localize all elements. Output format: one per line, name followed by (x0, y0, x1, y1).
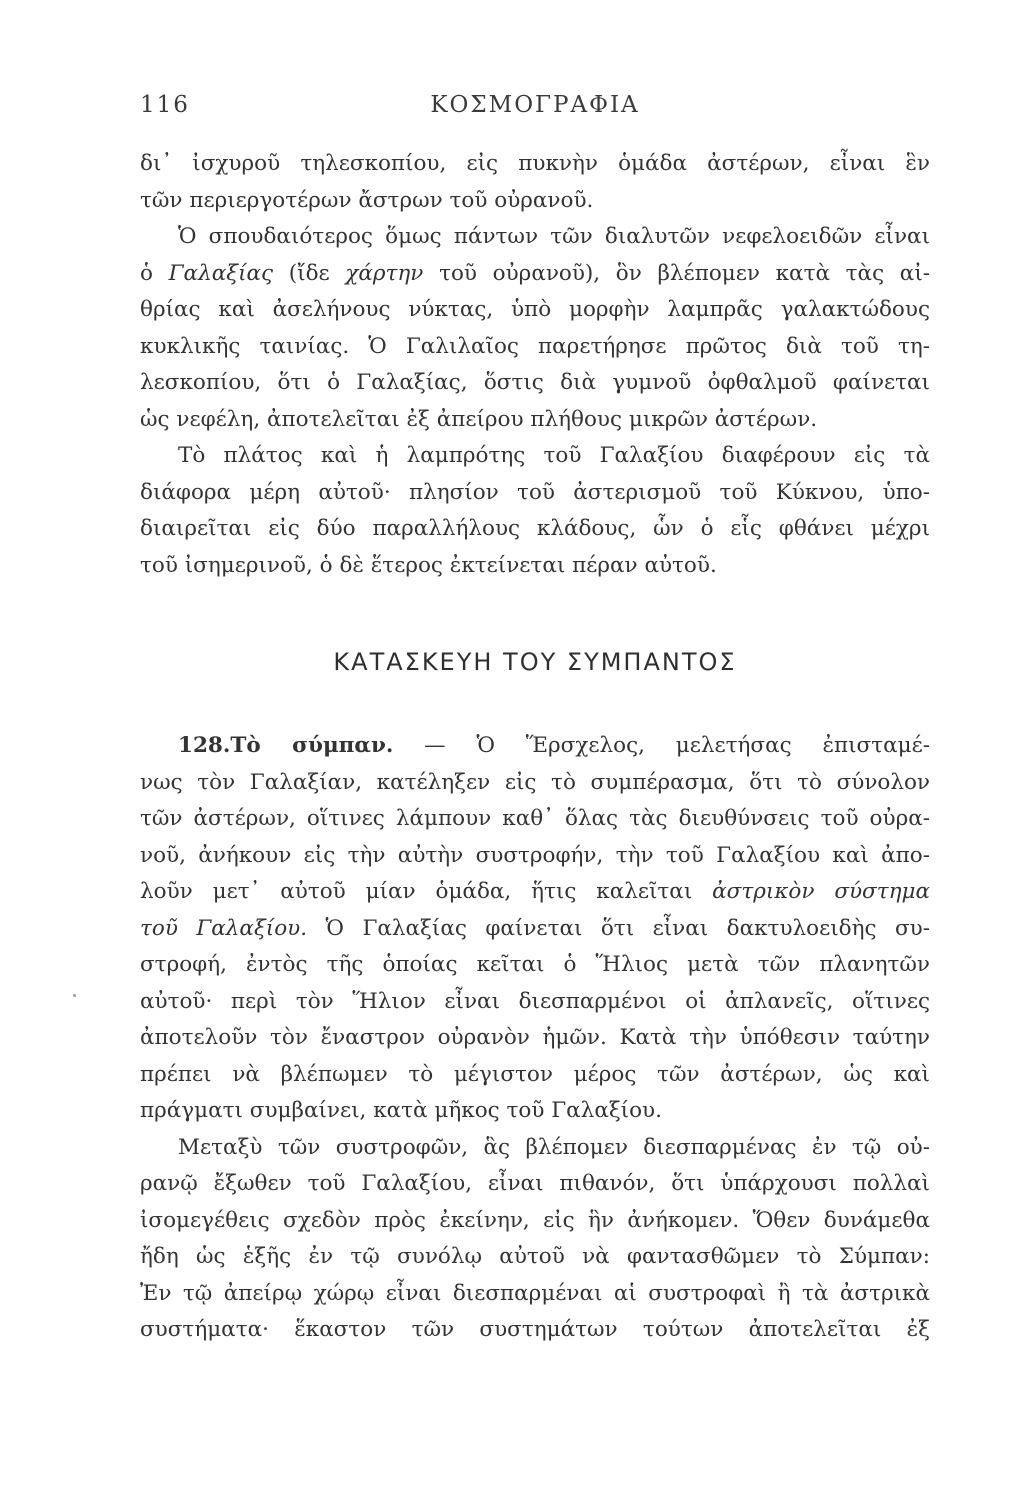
text-line: θρίας καὶ ἀσελήνους νύκτας, ὑπὸ μορφὴν λαμπρᾶς γαλακτώδους (140, 297, 930, 322)
text-line: ἀποτελοῦν τὸν ἔναστρον οὐρανὸν ἡμῶν. Κατὰ τὴν ὑπόθεσιν ταύτην (140, 1025, 930, 1050)
bottom-text-block (140, 728, 930, 1349)
page-number: 116 (140, 92, 190, 118)
text-line: στροφή, ἐντὸς τῆς ὁποίας κεῖται ὁ Ἥλιος μετὰ τῶν πλανητῶν (140, 952, 930, 977)
section-heading: ΚΑΤΑΣΚΕΥΗ ΤΟΥ ΣΥΜΠΑΝΤΟΣ (333, 648, 737, 676)
text-line: τοῦ ἰσημερινοῦ, ὁ δὲ ἕτερος ἐκτείνεται πέραν αὐτοῦ. (140, 552, 717, 578)
text-line: Ὁ σπουδαιότερος ὅμως πάντων τῶν διαλυτῶν νεφελοειδῶν εἶναι (178, 224, 930, 249)
text-fragment: ὁ (140, 260, 153, 286)
paper-speck (73, 994, 76, 997)
text-line: Μεταξὺ τῶν συστροφῶν, ἃς βλέπομεν διεσπαρμένας ἐν τῷ οὐ- (178, 1134, 930, 1160)
text-line: διάφορα μέρη αὐτοῦ· πλησίον τοῦ ἀστερισμοῦ τοῦ Κύκνου, ὑπο- (140, 479, 930, 505)
text-line: δι᾽ ἰσχυροῦ τηλεσκοπίου, εἰς πυκνὴν ὁμάδα ἀστέρων, εἶναι ἓν (140, 151, 930, 176)
text-line: συστήματα· ἕκαστον τῶν συστημάτων τούτων ἀποτελεῖται ἐξ (140, 1317, 930, 1342)
text-line: τῶν ἀστέρων, οἵτινες λάμπουν καθ᾽ ὅλας τὰς διευθύνσεις τοῦ οὐρα- (140, 806, 930, 831)
text-line (140, 874, 930, 911)
text-line: νοῦ, ἀνήκουν εἰς τὴν αὐτὴν συστροφήν, τὴν τοῦ Γαλαξίου καὶ ἀπο- (140, 842, 930, 868)
italic-term: τοῦ Γαλαξίου. (140, 915, 308, 941)
page-header (140, 92, 930, 126)
text-line: ἰσομεγέθεις σχεδὸν πρὸς ἐκείνην, εἰς ἣν ἀνήκομεν. Ὅθεν δυνάμεθα (140, 1207, 930, 1233)
text-line: διαιρεῖται εἰς δύο παραλλήλους κλάδους, ὧν ὁ εἷς φθάνει μέχρι (140, 516, 930, 541)
text-line: Ἐν τῷ ἀπείρῳ χώρῳ εἶναι διεσπαρμέναι αἱ συστροφαὶ ἢ τὰ ἀστρικὰ (140, 1280, 930, 1306)
paragraph-title: Τὸ σύμπαν. (230, 733, 394, 758)
text-fragment: Ὁ Γαλαξίας φαίνεται ὅτι εἶναι δακτυλοειδὴς συ- (307, 915, 930, 941)
text-fragment: λοῦν μετ᾽ αὐτοῦ μίαν ὁμάδα, ἥτις καλεῖται (140, 879, 693, 904)
running-title: ΚΟΣΜΟΓΡΑΦΙΑ (430, 92, 640, 118)
text-line (140, 911, 930, 948)
paragraph-opening-line (140, 728, 930, 765)
italic-galaxias: Γαλαξίας (168, 260, 274, 286)
text-line: Τὸ πλάτος καὶ ἡ λαμπρότης τοῦ Γαλαξίου διαφέρουν εἰς τὰ (178, 443, 930, 468)
text-line: κυκλικῆς ταινίας. Ὁ Γαλιλαῖος παρετήρησε πρῶτος διὰ τοῦ τη- (140, 333, 930, 359)
top-text-block (140, 146, 930, 584)
italic-term: ἀστρικὸν σύστημα (712, 879, 930, 904)
text-line (140, 256, 930, 293)
text-line: ὡς νεφέλη, ἀποτελεῖται ἐξ ἀπείρου πλήθους μικρῶν ἀστέρων. (140, 406, 818, 432)
text-line: αὐτοῦ· περὶ τὸν Ἥλιον εἶναι διεσπαρμένοι οἱ ἀπλανεῖς, οἵτινες (140, 988, 930, 1014)
text-line: λεσκοπίου, ὅτι ὁ Γαλαξίας, ὅστις διὰ γυμνοῦ ὀφθαλμοῦ φαίνεται (140, 370, 930, 395)
italic-chartin: χάρτην (345, 260, 424, 286)
text-line: νως τὸν Γαλαξίαν, κατέληξεν εἰς τὸ συμπέρασμα, ὅτι τὸ σύνολον (140, 769, 930, 795)
text-fragment: τοῦ οὐρανοῦ), ὃν βλέπομεν κατὰ τὰς αἰ- (439, 260, 930, 286)
text-fragment: (ἴδε (288, 260, 330, 286)
text-line: ρανῷ ἔξωθεν τοῦ Γαλαξίου, εἶναι πιθανόν, ὅτι ὑπάρχουσι πολλαὶ (140, 1171, 930, 1196)
text-line: πρέπει νὰ βλέπωμεν τὸ μέγιστον μέρος τῶν ἀστέρων, ὡς καὶ (140, 1061, 930, 1087)
text-line: πράγματι συμβαίνει, κατὰ μῆκος τοῦ Γαλαξίου. (140, 1098, 662, 1123)
text-fragment: — Ὁ Ἕρσχελος, μελετήσας ἐπισταμέ- (393, 733, 930, 758)
paragraph-number: 128. (178, 733, 231, 758)
text-line: τῶν περιεργοτέρων ἄστρων τοῦ οὐρανοῦ. (140, 187, 594, 213)
text-line: ἤδη ὡς ἑξῆς ἐν τῷ συνόλῳ αὐτοῦ νὰ φαντασθῶμεν τὸ Σύμπαν: (140, 1244, 930, 1269)
